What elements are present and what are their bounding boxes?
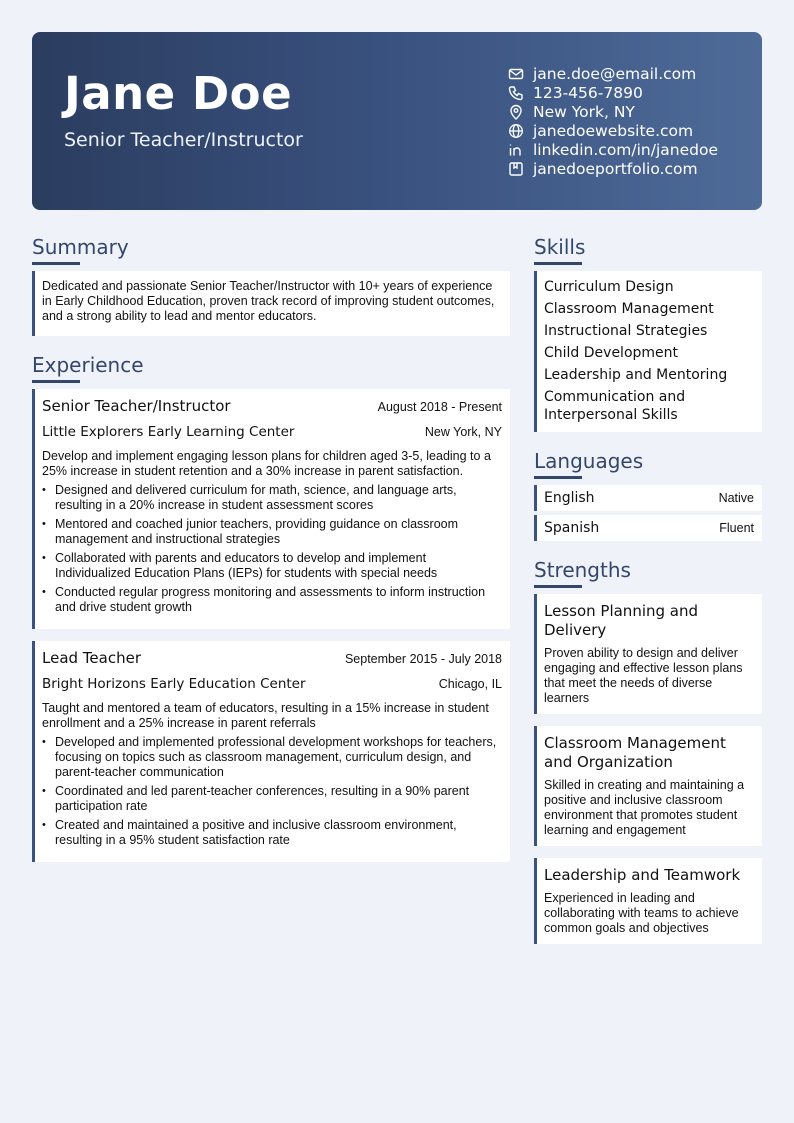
job-bullet: • Developed and implemented professional development workshops for teachers, focusing on topics such as classroom management, curriculum design, and parent-teacher communication: [55, 735, 502, 780]
strength-title: Leadership and Teamwork: [544, 866, 741, 884]
contact-email[interactable]: [508, 64, 718, 83]
section-rule: [534, 262, 582, 265]
language-name: Spanish: [544, 520, 600, 536]
languages-heading: Languages: [534, 449, 644, 473]
contact-phone[interactable]: [508, 83, 718, 102]
job-bullets: [42, 735, 502, 848]
strength-title: Classroom Management and Organization: [544, 734, 726, 771]
portfolio-icon: [508, 161, 524, 177]
job-bullet: • Collaborated with parents and educators to develop and implement Individualized Education Plans (IEPs) for students with special needs: [55, 551, 502, 581]
candidate-name: Jane Doe: [64, 67, 293, 120]
strength-item: [534, 594, 762, 714]
skill-item: Child Development: [544, 345, 679, 361]
language-name: English: [544, 490, 595, 506]
summary-heading: Summary: [32, 235, 129, 259]
job-company: Little Explorers Early Learning Center: [42, 424, 295, 440]
skill-item: Classroom Management: [544, 301, 714, 317]
language-level: Fluent: [719, 521, 754, 535]
section-rule: [534, 476, 582, 479]
job-company: Bright Horizons Early Education Center: [42, 676, 306, 692]
language-level: Native: [718, 491, 754, 505]
job-bullet: • Conducted regular progress monitoring and assessments to inform instruction and drive student growth: [55, 585, 502, 615]
linkedin-icon: [508, 142, 524, 158]
job-bullet: • Mentored and coached junior teachers, providing guidance on classroom management and instructional strategies: [55, 517, 502, 547]
skill-item: Communication and Interpersonal Skills: [544, 389, 686, 423]
experience-section: [32, 352, 510, 862]
strengths-section: [534, 557, 762, 944]
job-bullets: [42, 483, 502, 615]
resume-header: [32, 32, 762, 210]
contact-location-text: New York, NY: [533, 102, 635, 121]
job-description: Develop and implement engaging lesson plans for children aged 3-5, leading to a 25% increase in student retention and a 30% increase in parent satisfaction.: [42, 449, 491, 478]
summary-card: [32, 271, 510, 336]
job-title: Senior Teacher/Instructor: [42, 397, 231, 415]
contact-linkedin[interactable]: [508, 140, 718, 159]
job-title: Lead Teacher: [42, 649, 141, 667]
job-bullet: • Coordinated and led parent-teacher conferences, resulting in a 90% parent participation rate: [55, 784, 502, 814]
skill-item: Instructional Strategies: [544, 323, 708, 339]
experience-heading: Experience: [32, 353, 144, 377]
contact-phone-text: 123-456-7890: [533, 83, 643, 102]
skills-card: [534, 271, 762, 432]
job-entry: [32, 389, 510, 629]
skills-section: [534, 234, 762, 432]
globe-icon: [508, 123, 524, 139]
strength-title: Lesson Planning and Delivery: [544, 602, 699, 639]
candidate-title: Senior Teacher/Instructor: [64, 129, 303, 151]
left-column: [32, 234, 510, 874]
job-description: Taught and mentored a team of educators, resulting in a 15% increase in student enrollment and a 25% increase in parent referrals: [42, 701, 489, 730]
job-dates: August 2018 - Present: [377, 400, 502, 414]
job-entry: [32, 641, 510, 862]
job-dates: September 2015 - July 2018: [344, 652, 502, 666]
strength-item: [534, 858, 762, 944]
summary-text: Dedicated and passionate Senior Teacher/Instructor with 10+ years of experience in Early Childhood Education, proven track record of improving student outcomes, and a strong ability to lead and mentor educators.: [42, 279, 495, 323]
section-rule: [534, 585, 582, 588]
job-bullet: • Designed and delivered curriculum for math, science, and language arts, resulting in a 20% increase in student assessment scores: [55, 483, 502, 513]
contact-location: [508, 102, 718, 121]
strengths-heading: Strengths: [534, 558, 631, 582]
job-location: Chicago, IL: [438, 677, 502, 691]
languages-section: [534, 448, 762, 541]
contact-linkedin-text: linkedin.com/in/janedoe: [533, 140, 718, 159]
contact-website-text: janedoewebsite.com: [533, 121, 694, 140]
contact-list: [508, 64, 718, 178]
phone-icon: [508, 85, 524, 101]
skill-item: Curriculum Design: [544, 279, 674, 295]
language-item: [534, 515, 762, 541]
skill-item: Leadership and Mentoring: [544, 367, 728, 383]
location-icon: [508, 104, 524, 120]
language-item: [534, 485, 762, 511]
right-column: [534, 234, 762, 956]
strength-description: Skilled in creating and maintaining a positive and inclusive classroom environment that promotes student learning and engagement: [544, 778, 745, 837]
contact-website[interactable]: [508, 121, 718, 140]
strength-item: [534, 726, 762, 846]
job-bullet: • Created and maintained a positive and inclusive classroom environment, resulting in a 95% student satisfaction rate: [55, 818, 502, 848]
summary-section: [32, 234, 510, 336]
mail-icon: [508, 66, 524, 82]
contact-portfolio-text: janedoeportfolio.com: [533, 159, 698, 178]
job-location: New York, NY: [424, 425, 502, 439]
section-rule: [32, 380, 80, 383]
strength-description: Proven ability to design and deliver engaging and effective lesson plans that meet the needs of diverse learners: [544, 646, 743, 705]
contact-portfolio[interactable]: [508, 159, 718, 178]
section-rule: [32, 262, 80, 265]
skills-heading: Skills: [534, 235, 586, 259]
strength-description: Experienced in leading and collaborating with teams to achieve common goals and objectives: [544, 891, 739, 935]
contact-email-text: jane.doe@email.com: [533, 64, 697, 83]
